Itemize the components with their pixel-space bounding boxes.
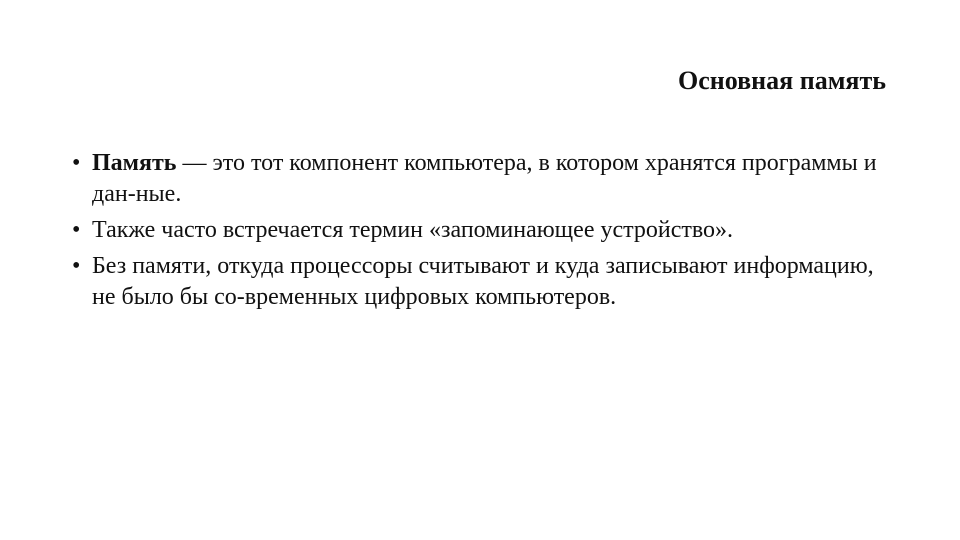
bullet-list (72, 148, 892, 318)
bullet-text: Без памяти, откуда процессоры считывают и куда записывают информацию, не было бы со-временных цифровых компьютеров. (92, 253, 874, 310)
bullet-item-memory-definition (72, 148, 892, 210)
bullet-item-storage-term (72, 215, 892, 246)
bullet-icon: • (72, 253, 81, 279)
bullet-item-memory-importance (72, 251, 892, 313)
bullet-icon: • (72, 217, 81, 243)
bullet-text: — это тот компонент компьютера, в котором хранятся программы и дан-ные. (92, 150, 877, 207)
bullet-term: Память (92, 150, 177, 176)
slide-title: Основная память (678, 66, 886, 95)
bullet-text: Также часто встречается термин «запоминающее устройство». (92, 217, 734, 243)
bullet-icon: • (72, 150, 81, 176)
